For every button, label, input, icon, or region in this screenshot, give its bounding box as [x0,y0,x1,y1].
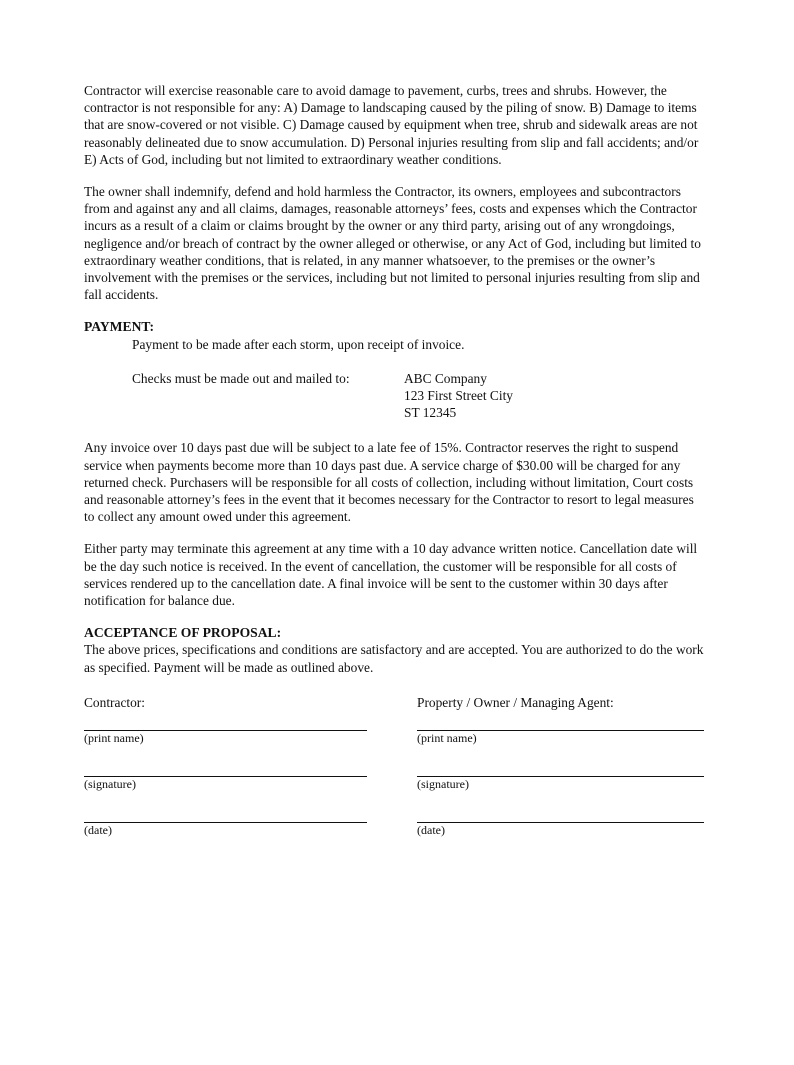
contractor-signature-field[interactable]: (signature) [84,776,367,822]
acceptance-section [84,624,704,676]
contractor-print-name-field[interactable]: (print name) [84,730,367,776]
contractor-signature-block [84,694,367,868]
contractor-title: Contractor: [84,694,145,710]
contractor-date-field[interactable]: (date) [84,822,367,868]
payment-heading: PAYMENT: [84,319,154,335]
termination-paragraph: Either party may terminate this agreement at any time with a 10 day advance written notice. Cancellation date will be the day such notice is received. In the event of cancellation, the customer will be responsible for all costs of services rendered up to the cancellation date. A final invoice will be sent to the customer within 30 days after notification for balance due. [84,541,698,609]
payment-terms: Payment to be made after each storm, upon receipt of invoice. [132,336,465,352]
owner-date-field[interactable]: (date) [417,822,704,868]
acceptance-heading: ACCEPTANCE OF PROPOSAL: [84,625,282,641]
street-address: 123 First Street City [404,388,513,404]
document-page [84,82,704,868]
signature-area [84,694,704,868]
acceptance-text: The above prices, specifications and conditions are satisfactory and are accepted. You are authorized to do the work as specified. Payment will be made as outlined above. [84,642,704,675]
mailing-address-row [84,370,704,422]
state-zip: ST 12345 [404,405,457,421]
checks-label: Checks must be made out and mailed to: [132,370,350,386]
damage-paragraph: Contractor will exercise reasonable care to avoid damage to pavement, curbs, trees and shrubs. However, the contractor is not responsible for any: A) Damage to landscaping caused by the piling of snow. B) Damage to items that are snow-covered or not visible. C) Damage caused by equipment when tree, shrub and sidewalk areas are not reasonably delineated due to snow accumulation. D) Personal injuries resulting from slip and fall accidents; and/or E) Acts of God, including but not limited to extraordinary weather conditions. [84,83,699,167]
late-fee-paragraph: Any invoice over 10 days past due will be subject to a late fee of 15%. Contractor reserves the right to suspend service when payments become more than 10 days past due. A service charge of $30.00 will be charged for any returned check. Purchasers will be responsible for all costs of collection, including without limitation, Court costs and reasonable attorney’s fees in the event that it becomes necessary for the Contractor to resort to legal measures to collect any amount owed under this agreement. [84,440,694,525]
indemnify-paragraph: The owner shall indemnify, defend and hold harmless the Contractor, its owners, employees and subcontractors from and against any and all claims, damages, reasonable attorneys’ fees, costs and expenses which the Contractor incurs as a result of a claim or claims brought by the owner or any third party, arising out of any wrongdoings, negligence and/or breach of contract by the owner alleged or otherwise, or any Act of God, including but limited to extraordinary weather conditions, that is related, in any manner whatsoever, to the premises or the owner’s involvement with the premises or the services, including but not limited to personal injuries resulting from slip and fall accidents. [84,184,701,303]
payment-section [84,318,704,421]
owner-signature-field[interactable]: (signature) [417,776,704,822]
mailing-address [404,370,513,422]
owner-title: Property / Owner / Managing Agent: [417,694,614,710]
company-name: ABC Company [404,370,487,386]
owner-print-name-field[interactable]: (print name) [417,730,704,776]
owner-signature-block [417,694,704,868]
